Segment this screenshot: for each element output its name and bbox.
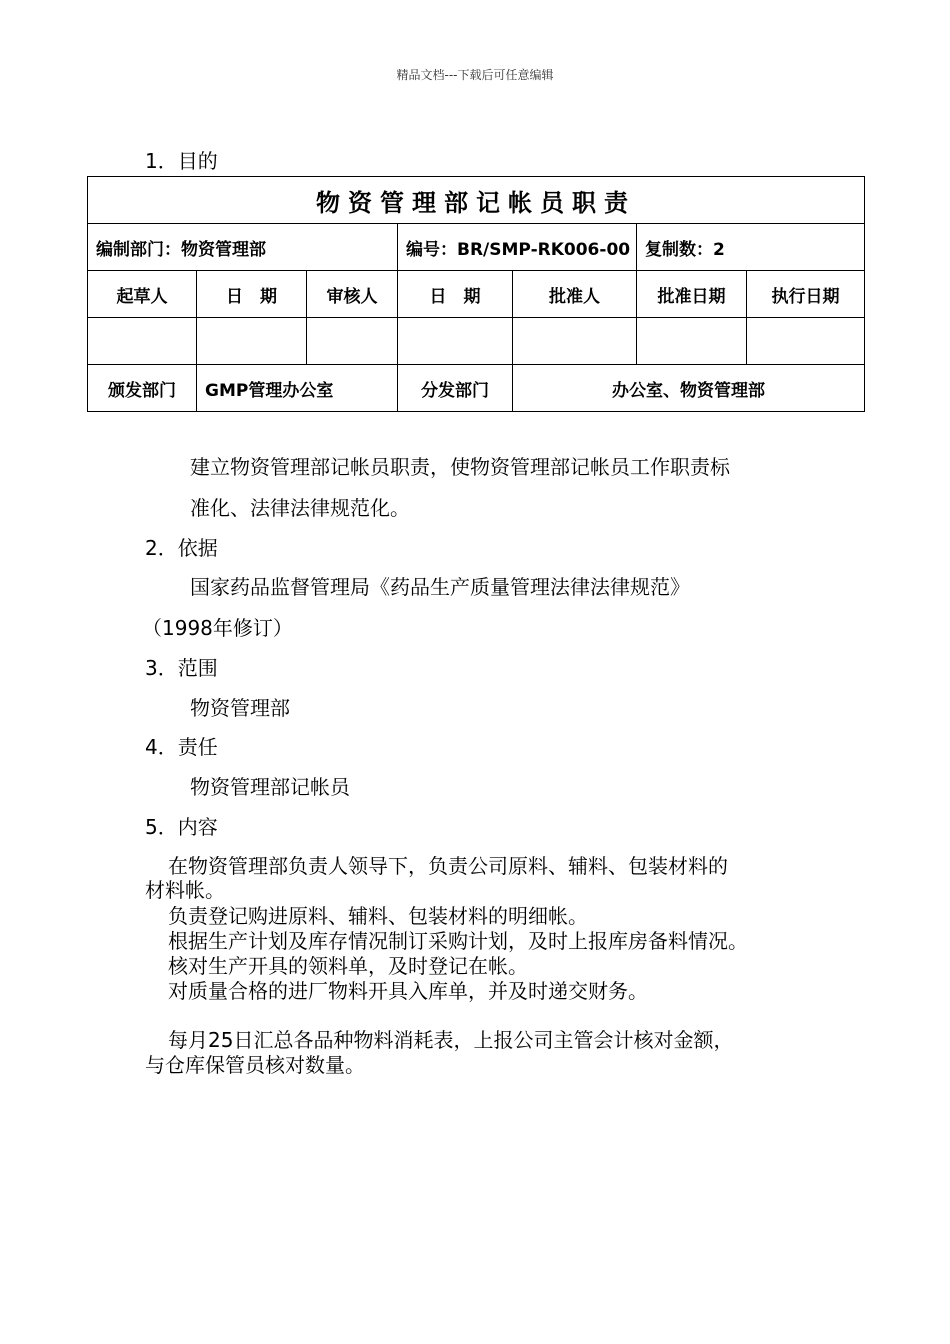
content-p3: 根据生产计划及库存情况制订采购计划，及时上报库房备料情况。 (168, 929, 748, 953)
blank-cell (637, 318, 747, 365)
blank-cell (398, 318, 513, 365)
content-p4: 核对生产开具的领料单，及时登记在帐。 (168, 954, 528, 978)
content-p1-line-2: 材料帐。 (145, 878, 225, 902)
issue-dept-value: GMP管理办公室 (197, 365, 398, 412)
responsibility-text: 物资管理部记帐员 (190, 775, 350, 799)
section-responsibility-heading: 4．责任 (145, 735, 218, 759)
section-basis-heading: 2．依据 (145, 536, 218, 560)
basis-line-1: 国家药品监督管理局《药品生产质量管理法律法律规范》 (190, 575, 690, 599)
copies-cell: 复制数：2 (637, 224, 865, 271)
header-approval-date: 批准日期 (637, 271, 747, 318)
header-note: 精品文档---下载后可任意编辑 (396, 68, 554, 82)
dept-cell: 编制部门：物资管理部 (88, 224, 398, 271)
section-purpose-heading: 1．目的 (145, 149, 218, 173)
header-drafter: 起草人 (88, 271, 197, 318)
header-date-1: 日 期 (197, 271, 307, 318)
purpose-line-2: 准化、法律法律规范化。 (190, 496, 410, 520)
content-p1-line-1: 在物资管理部负责人领导下，负责公司原料、辅料、包装材料的 (168, 854, 728, 878)
table-title: 物资管理部记帐员职责 (88, 177, 865, 224)
blank-cell (747, 318, 865, 365)
content-p6-line-1: 每月25日汇总各品种物料消耗表，上报公司主管会计核对金额， (168, 1028, 734, 1052)
document-control-table (87, 176, 865, 412)
blank-cell (513, 318, 637, 365)
content-p2: 负责登记购进原料、辅料、包装材料的明细帐。 (168, 904, 588, 928)
purpose-line-1: 建立物资管理部记帐员职责，使物资管理部记帐员工作职责标 (190, 455, 730, 479)
content-p5: 对质量合格的进厂物料开具入库单，并及时递交财务。 (168, 979, 648, 1003)
header-approver: 批准人 (513, 271, 637, 318)
basis-line-2: （1998年修订） (142, 616, 293, 640)
header-effective-date: 执行日期 (747, 271, 865, 318)
section-content-heading: 5．内容 (145, 815, 218, 839)
code-cell: 编号：BR/SMP-RK006-00 (398, 224, 637, 271)
blank-cell (197, 318, 307, 365)
dist-dept-value: 办公室、物资管理部 (513, 365, 865, 412)
blank-cell (307, 318, 398, 365)
issue-dept-label: 颁发部门 (88, 365, 197, 412)
dist-dept-label: 分发部门 (398, 365, 513, 412)
scope-text: 物资管理部 (190, 696, 290, 720)
header-date-2: 日 期 (398, 271, 513, 318)
blank-cell (88, 318, 197, 365)
header-reviewer: 审核人 (307, 271, 398, 318)
content-p6-line-2: 与仓库保管员核对数量。 (145, 1053, 365, 1077)
section-scope-heading: 3．范围 (145, 656, 218, 680)
